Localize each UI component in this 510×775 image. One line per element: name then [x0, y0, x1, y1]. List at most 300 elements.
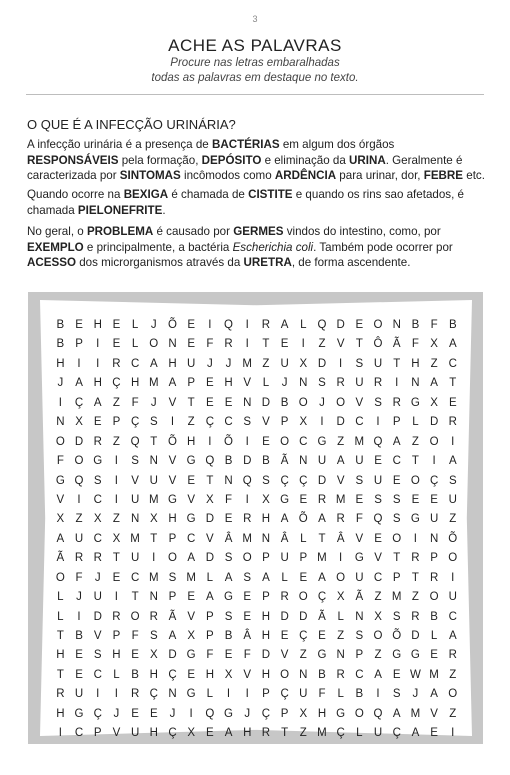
grid-letter[interactable]: B [56, 319, 65, 331]
grid-letter[interactable]: Ç [317, 591, 327, 604]
grid-letter[interactable]: F [75, 571, 83, 584]
grid-letter[interactable]: G [186, 513, 196, 526]
grid-letter[interactable]: A [392, 707, 401, 720]
grid-letter[interactable]: O [448, 552, 458, 565]
grid-letter[interactable]: B [262, 455, 270, 468]
grid-letter[interactable]: Z [411, 591, 419, 604]
grid-letter[interactable]: V [336, 338, 345, 351]
grid-letter[interactable]: G [186, 688, 196, 701]
grid-letter[interactable]: H [205, 668, 214, 681]
grid-letter[interactable]: P [355, 649, 364, 662]
grid-letter[interactable]: Q [317, 319, 327, 331]
grid-letter[interactable]: G [317, 649, 327, 662]
grid-letter[interactable]: A [224, 727, 233, 740]
grid-letter[interactable]: U [130, 493, 140, 506]
grid-letter[interactable]: I [77, 610, 81, 623]
grid-letter[interactable]: D [280, 610, 289, 623]
grid-letter[interactable]: T [411, 571, 419, 584]
grid-letter[interactable]: O [55, 571, 65, 584]
grid-letter[interactable]: S [355, 357, 364, 370]
grid-letter[interactable]: E [75, 668, 83, 681]
grid-letter[interactable]: N [429, 532, 439, 545]
grid-letter[interactable]: Ç [429, 474, 439, 487]
grid-letter[interactable]: S [224, 610, 233, 623]
grid-letter[interactable]: T [131, 591, 139, 604]
grid-letter[interactable]: V [355, 532, 364, 545]
grid-letter[interactable]: R [112, 357, 121, 370]
grid-letter[interactable]: D [317, 474, 327, 487]
grid-letter[interactable]: L [131, 338, 139, 351]
grid-letter[interactable]: V [168, 455, 177, 468]
grid-letter[interactable]: O [280, 668, 290, 681]
grid-letter[interactable]: Ç [299, 630, 308, 642]
grid-letter[interactable]: S [224, 552, 233, 565]
grid-letter[interactable]: E [131, 649, 139, 662]
grid-letter[interactable]: U [355, 455, 364, 468]
grid-letter[interactable]: N [392, 319, 401, 331]
grid-letter[interactable]: O [298, 591, 308, 604]
grid-letter[interactable]: M [410, 707, 421, 720]
grid-letter[interactable]: U [299, 688, 308, 701]
grid-letter[interactable]: E [187, 668, 195, 681]
grid-letter[interactable]: S [392, 493, 401, 506]
grid-letter[interactable]: M [148, 377, 159, 390]
grid-letter[interactable]: F [355, 513, 363, 526]
grid-letter[interactable]: G [392, 649, 402, 662]
grid-letter[interactable]: Q [205, 707, 215, 720]
grid-letter[interactable]: E [206, 396, 214, 409]
grid-letter[interactable]: U [448, 493, 457, 506]
grid-letter[interactable]: L [131, 319, 139, 331]
grid-letter[interactable]: O [336, 396, 346, 409]
grid-letter[interactable]: I [208, 435, 212, 448]
grid-letter[interactable]: C [93, 493, 102, 506]
grid-letter[interactable]: B [355, 688, 364, 701]
grid-letter[interactable]: P [392, 416, 401, 429]
grid-letter[interactable]: R [336, 513, 345, 526]
grid-letter[interactable]: I [432, 455, 436, 468]
grid-letter[interactable]: U [74, 688, 84, 701]
grid-letter[interactable]: R [74, 552, 84, 565]
grid-letter[interactable]: I [77, 493, 81, 506]
grid-letter[interactable]: O [336, 571, 346, 584]
grid-letter[interactable]: Z [374, 649, 382, 662]
grid-letter[interactable]: I [114, 493, 118, 506]
grid-letter[interactable]: X [206, 493, 214, 506]
grid-letter[interactable]: T [112, 552, 120, 565]
grid-letter[interactable]: Q [373, 707, 383, 720]
grid-letter[interactable]: U [448, 591, 457, 604]
grid-letter[interactable]: D [243, 455, 252, 468]
grid-letter[interactable]: R [317, 493, 327, 506]
grid-letter[interactable]: Z [337, 630, 345, 642]
grid-letter[interactable]: N [224, 474, 233, 487]
grid-letter[interactable]: I [245, 493, 249, 506]
grid-letter[interactable]: Ç [168, 668, 177, 681]
grid-letter[interactable]: D [205, 552, 214, 565]
grid-letter[interactable]: A [411, 727, 420, 740]
grid-letter[interactable]: H [261, 630, 271, 642]
grid-letter[interactable]: G [224, 591, 233, 604]
grid-letter[interactable]: R [112, 610, 121, 623]
grid-letter[interactable]: O [74, 455, 84, 468]
grid-letter[interactable]: S [149, 416, 158, 429]
grid-letter[interactable]: V [355, 396, 364, 409]
grid-letter[interactable]: M [429, 668, 439, 681]
grid-letter[interactable]: E [187, 591, 195, 604]
grid-letter[interactable]: A [224, 571, 233, 584]
grid-letter[interactable]: X [112, 532, 121, 545]
grid-letter[interactable]: E [187, 474, 195, 487]
grid-letter[interactable]: H [130, 377, 140, 390]
grid-letter[interactable]: A [430, 377, 438, 390]
grid-letter[interactable]: E [112, 319, 121, 331]
grid-letter[interactable]: O [410, 474, 420, 487]
grid-letter[interactable]: I [320, 416, 324, 429]
grid-letter[interactable]: U [355, 571, 364, 584]
grid-letter[interactable]: C [130, 571, 140, 584]
grid-letter[interactable]: V [206, 532, 214, 545]
grid-letter[interactable]: G [410, 649, 420, 662]
grid-letter[interactable]: T [393, 552, 401, 565]
grid-letter[interactable]: V [187, 493, 195, 506]
grid-letter[interactable]: P [206, 610, 214, 623]
grid-letter[interactable]: O [298, 396, 308, 409]
grid-letter[interactable]: C [355, 416, 364, 429]
grid-letter[interactable]: I [208, 319, 212, 331]
grid-letter[interactable]: E [355, 319, 364, 331]
grid-letter[interactable]: N [168, 338, 177, 351]
grid-letter[interactable]: I [189, 707, 193, 720]
grid-letter[interactable]: A [56, 532, 65, 545]
grid-letter[interactable]: S [131, 455, 139, 468]
grid-letter[interactable]: I [376, 688, 380, 701]
grid-letter[interactable]: S [392, 610, 401, 623]
grid-letter[interactable]: C [392, 455, 401, 468]
grid-letter[interactable]: X [430, 338, 438, 351]
grid-letter[interactable]: P [430, 552, 438, 565]
grid-letter[interactable]: J [76, 591, 82, 604]
grid-letter[interactable]: Ç [299, 474, 308, 487]
grid-letter[interactable]: G [224, 707, 233, 720]
grid-letter[interactable]: E [392, 474, 401, 487]
grid-letter[interactable]: F [411, 338, 419, 351]
grid-letter[interactable]: R [149, 610, 158, 623]
grid-letter[interactable]: D [74, 435, 84, 448]
grid-letter[interactable]: Ç [112, 377, 121, 390]
grid-letter[interactable]: E [149, 707, 158, 720]
grid-letter[interactable]: B [430, 610, 438, 623]
grid-letter[interactable]: P [280, 707, 289, 720]
grid-letter[interactable]: G [74, 707, 84, 720]
grid-letter[interactable]: L [281, 571, 288, 584]
grid-letter[interactable]: C [224, 416, 233, 429]
grid-letter[interactable]: Ã [392, 338, 401, 351]
grid-letter[interactable]: N [149, 455, 158, 468]
grid-letter[interactable]: G [93, 455, 103, 468]
grid-letter[interactable]: S [168, 571, 177, 584]
grid-letter[interactable]: X [56, 513, 65, 526]
grid-letter[interactable]: Ã [355, 591, 364, 604]
grid-letter[interactable]: U [149, 474, 158, 487]
grid-letter[interactable]: O [354, 707, 364, 720]
grid-letter[interactable]: R [448, 649, 457, 662]
grid-letter[interactable]: U [373, 357, 383, 370]
grid-letter[interactable]: Z [262, 357, 270, 370]
grid-letter[interactable]: A [318, 571, 326, 584]
grid-letter[interactable]: J [150, 319, 157, 331]
grid-letter[interactable]: A [262, 571, 270, 584]
grid-letter[interactable]: V [131, 474, 139, 487]
grid-letter[interactable]: Ç [93, 707, 102, 720]
grid-letter[interactable]: T [411, 455, 419, 468]
grid-letter[interactable]: P [75, 338, 83, 351]
grid-letter[interactable]: I [451, 571, 455, 584]
grid-letter[interactable]: S [318, 377, 326, 390]
grid-letter[interactable]: V [93, 630, 102, 642]
grid-letter[interactable]: I [152, 552, 156, 565]
grid-letter[interactable]: M [148, 493, 159, 506]
grid-letter[interactable]: J [319, 396, 325, 409]
grid-letter[interactable]: L [300, 319, 307, 331]
grid-letter[interactable]: F [206, 649, 214, 662]
grid-letter[interactable]: V [56, 493, 65, 506]
grid-letter[interactable]: E [374, 455, 382, 468]
grid-letter[interactable]: D [317, 357, 327, 370]
grid-letter[interactable]: I [339, 357, 343, 370]
grid-letter[interactable]: I [245, 688, 249, 701]
grid-letter[interactable]: T [150, 435, 158, 448]
grid-letter[interactable]: H [317, 707, 327, 720]
grid-letter[interactable]: B [411, 319, 420, 331]
grid-letter[interactable]: F [56, 455, 64, 468]
grid-letter[interactable]: L [430, 630, 438, 642]
grid-letter[interactable]: O [448, 688, 458, 701]
grid-letter[interactable]: U [355, 377, 364, 390]
grid-letter[interactable]: A [430, 688, 438, 701]
grid-letter[interactable]: H [149, 668, 158, 681]
grid-letter[interactable]: I [245, 435, 249, 448]
grid-letter[interactable]: F [131, 630, 139, 642]
grid-letter[interactable]: O [242, 552, 252, 565]
grid-letter[interactable]: X [299, 357, 308, 370]
grid-letter[interactable]: S [392, 688, 401, 701]
grid-letter[interactable]: R [243, 513, 252, 526]
grid-letter[interactable]: J [57, 377, 64, 390]
grid-letter[interactable]: Õ [298, 513, 308, 526]
grid-letter[interactable]: Q [373, 513, 383, 526]
grid-letter[interactable]: J [94, 571, 101, 584]
grid-letter[interactable]: P [262, 688, 270, 701]
grid-letter[interactable]: M [335, 493, 346, 506]
grid-letter[interactable]: M [317, 727, 327, 740]
grid-letter[interactable]: I [395, 377, 399, 390]
grid-letter[interactable]: B [131, 668, 139, 681]
grid-letter[interactable]: C [448, 610, 457, 623]
grid-letter[interactable]: R [224, 338, 233, 351]
grid-letter[interactable]: N [149, 591, 158, 604]
grid-letter[interactable]: Â [336, 532, 345, 545]
grid-letter[interactable]: J [113, 707, 120, 720]
grid-letter[interactable]: S [374, 396, 382, 409]
grid-letter[interactable]: D [93, 610, 102, 623]
grid-letter[interactable]: I [339, 552, 343, 565]
grid-letter[interactable]: J [281, 377, 288, 390]
grid-letter[interactable]: L [57, 610, 64, 623]
grid-letter[interactable]: E [299, 493, 308, 506]
grid-letter[interactable]: H [261, 668, 271, 681]
grid-letter[interactable]: T [355, 338, 363, 351]
grid-letter[interactable]: A [448, 455, 457, 468]
grid-letter[interactable]: I [96, 688, 100, 701]
grid-letter[interactable]: A [448, 630, 457, 642]
grid-letter[interactable]: J [244, 707, 251, 720]
grid-letter[interactable]: L [206, 571, 214, 584]
grid-letter[interactable]: C [130, 357, 140, 370]
grid-letter[interactable]: N [243, 396, 252, 409]
grid-letter[interactable]: V [112, 727, 121, 740]
grid-letter[interactable]: E [355, 493, 364, 506]
grid-letter[interactable]: N [56, 416, 65, 429]
grid-letter[interactable]: E [243, 610, 252, 623]
grid-letter[interactable]: Õ [224, 435, 233, 448]
grid-letter[interactable]: Ç [280, 474, 289, 487]
grid-letter[interactable]: Q [373, 435, 383, 448]
grid-letter[interactable]: M [130, 532, 140, 545]
grid-letter[interactable]: D [168, 649, 177, 662]
grid-letter[interactable]: M [354, 435, 365, 448]
grid-letter[interactable]: C [355, 668, 364, 681]
grid-letter[interactable]: J [412, 688, 419, 701]
grid-letter[interactable]: V [168, 474, 177, 487]
grid-letter[interactable]: L [337, 610, 344, 623]
grid-letter[interactable]: Ç [168, 727, 177, 740]
grid-letter[interactable]: A [448, 338, 457, 351]
grid-letter[interactable]: Z [318, 338, 326, 351]
grid-letter[interactable]: U [373, 474, 383, 487]
grid-letter[interactable]: U [429, 513, 439, 526]
grid-letter[interactable]: I [170, 416, 175, 429]
grid-letter[interactable]: Z [449, 513, 457, 526]
grid-letter[interactable]: Z [374, 591, 382, 604]
grid-letter[interactable]: B [318, 668, 326, 681]
grid-letter[interactable]: V [243, 668, 252, 681]
grid-letter[interactable]: C [299, 435, 308, 448]
grid-letter[interactable]: H [261, 610, 271, 623]
grid-letter[interactable]: I [245, 338, 249, 351]
grid-letter[interactable]: A [280, 513, 289, 526]
grid-letter[interactable]: V [168, 396, 177, 409]
grid-letter[interactable]: U [130, 727, 140, 740]
grid-letter[interactable]: E [280, 630, 289, 642]
grid-letter[interactable]: U [187, 357, 196, 370]
grid-letter[interactable]: Ã [168, 610, 177, 623]
grid-letter[interactable]: P [168, 532, 177, 545]
grid-letter[interactable]: T [262, 338, 270, 351]
grid-letter[interactable]: U [317, 455, 327, 468]
grid-letter[interactable]: O [130, 610, 140, 623]
grid-letter[interactable]: O [373, 319, 383, 331]
grid-letter[interactable]: I [114, 474, 118, 487]
grid-letter[interactable]: Z [112, 435, 120, 448]
grid-letter[interactable]: O [429, 591, 439, 604]
grid-letter[interactable]: L [113, 668, 120, 681]
grid-letter[interactable]: I [376, 416, 380, 429]
grid-letter[interactable]: E [299, 571, 308, 584]
grid-letter[interactable]: H [112, 649, 121, 662]
grid-letter[interactable]: Z [187, 416, 195, 429]
grid-letter[interactable]: P [392, 571, 401, 584]
grid-letter[interactable]: N [355, 610, 364, 623]
grid-letter[interactable]: R [336, 377, 345, 390]
grid-letter[interactable]: I [226, 688, 231, 701]
grid-letter[interactable]: R [93, 435, 102, 448]
grid-letter[interactable]: Z [449, 668, 457, 681]
grid-letter[interactable]: X [299, 416, 308, 429]
grid-letter[interactable]: B [280, 396, 289, 409]
grid-letter[interactable]: U [373, 727, 383, 740]
grid-letter[interactable]: E [280, 338, 289, 351]
grid-letter[interactable]: B [448, 319, 457, 331]
grid-letter[interactable]: W [409, 668, 421, 681]
grid-letter[interactable]: P [206, 630, 214, 642]
grid-letter[interactable]: E [411, 493, 420, 506]
grid-letter[interactable]: P [262, 552, 270, 565]
grid-letter[interactable]: E [112, 338, 121, 351]
grid-letter[interactable]: M [186, 571, 196, 584]
grid-letter[interactable]: P [93, 727, 102, 740]
grid-letter[interactable]: H [93, 377, 102, 390]
grid-letter[interactable]: G [167, 493, 177, 506]
grid-letter[interactable]: Õ [167, 435, 177, 448]
grid-letter[interactable]: H [56, 357, 65, 370]
grid-letter[interactable]: F [430, 319, 438, 331]
grid-letter[interactable]: E [430, 493, 438, 506]
grid-letter[interactable]: L [262, 377, 270, 390]
grid-letter[interactable]: L [337, 688, 344, 701]
grid-letter[interactable]: N [411, 377, 420, 390]
grid-letter[interactable]: O [429, 435, 439, 448]
grid-letter[interactable]: A [187, 552, 195, 565]
grid-letter[interactable]: O [280, 435, 290, 448]
grid-letter[interactable]: I [114, 455, 118, 468]
grid-letter[interactable]: M [317, 552, 327, 565]
grid-letter[interactable]: P [168, 591, 177, 604]
grid-letter[interactable]: Â [224, 532, 233, 545]
grid-letter[interactable]: O [149, 338, 159, 351]
grid-letter[interactable]: A [168, 377, 177, 390]
grid-letter[interactable]: E [93, 416, 102, 429]
grid-letter[interactable]: I [245, 319, 249, 331]
grid-letter[interactable]: U [130, 552, 140, 565]
grid-letter[interactable]: A [336, 455, 345, 468]
grid-letter[interactable]: Ç [74, 396, 84, 409]
grid-letter[interactable]: H [261, 513, 271, 526]
grid-letter[interactable]: E [75, 319, 83, 331]
grid-letter[interactable]: D [336, 319, 345, 331]
grid-letter[interactable]: P [112, 630, 121, 642]
grid-letter[interactable]: M [148, 571, 159, 584]
grid-letter[interactable]: R [392, 396, 401, 409]
grid-letter[interactable]: X [93, 513, 102, 526]
grid-letter[interactable]: G [186, 455, 196, 468]
grid-letter[interactable]: G [410, 396, 420, 409]
grid-letter[interactable]: U [280, 552, 289, 565]
grid-letter[interactable]: Z [299, 727, 307, 740]
grid-letter[interactable]: O [373, 630, 383, 642]
grid-letter[interactable]: V [374, 552, 382, 565]
grid-letter[interactable]: Z [337, 435, 345, 448]
